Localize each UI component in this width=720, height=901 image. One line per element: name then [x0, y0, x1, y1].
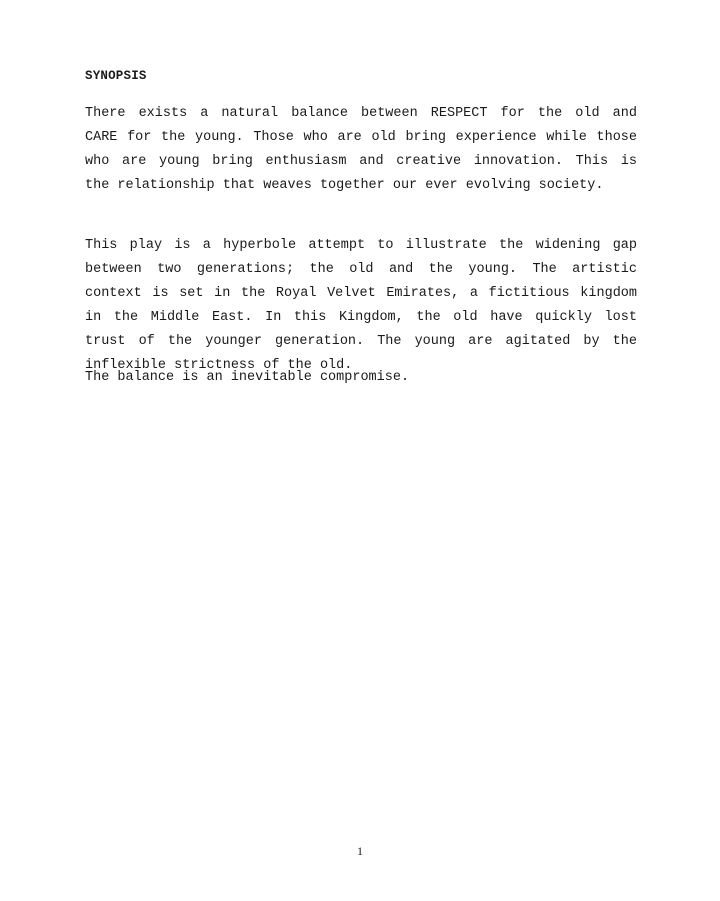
synopsis-paragraph-1 — [85, 102, 637, 198]
paragraph-line: in the Middle East. In this Kingdom, the old have quickly lost — [85, 310, 637, 325]
paragraph-line: This play is a hyperbole attempt to illustrate the widening gap — [85, 238, 637, 253]
synopsis-paragraph-2 — [85, 234, 637, 378]
section-heading: SYNOPSIS — [85, 69, 147, 83]
paragraph-line: the relationship that weaves together our ever evolving society. — [85, 178, 604, 193]
synopsis-paragraph-3 — [85, 366, 637, 390]
paragraph-line: CARE for the young. Those who are old bring experience while those — [85, 130, 637, 145]
paragraph-line: trust of the younger generation. The young are agitated by the — [85, 334, 637, 349]
paragraph-line: context is set in the Royal Velvet Emirates, a fictitious kingdom — [85, 286, 637, 301]
paragraph-line: There exists a natural balance between RESPECT for the old and — [85, 106, 637, 121]
paragraph-line: inflexible strictness of the old. — [85, 358, 353, 373]
paragraph-line: who are young bring enthusiasm and creative innovation. This is — [85, 154, 637, 169]
paragraph-line: between two generations; the old and the young. The artistic — [85, 262, 637, 277]
page-number: 1 — [357, 844, 363, 858]
paragraph-line: The balance is an inevitable compromise. — [85, 370, 410, 385]
